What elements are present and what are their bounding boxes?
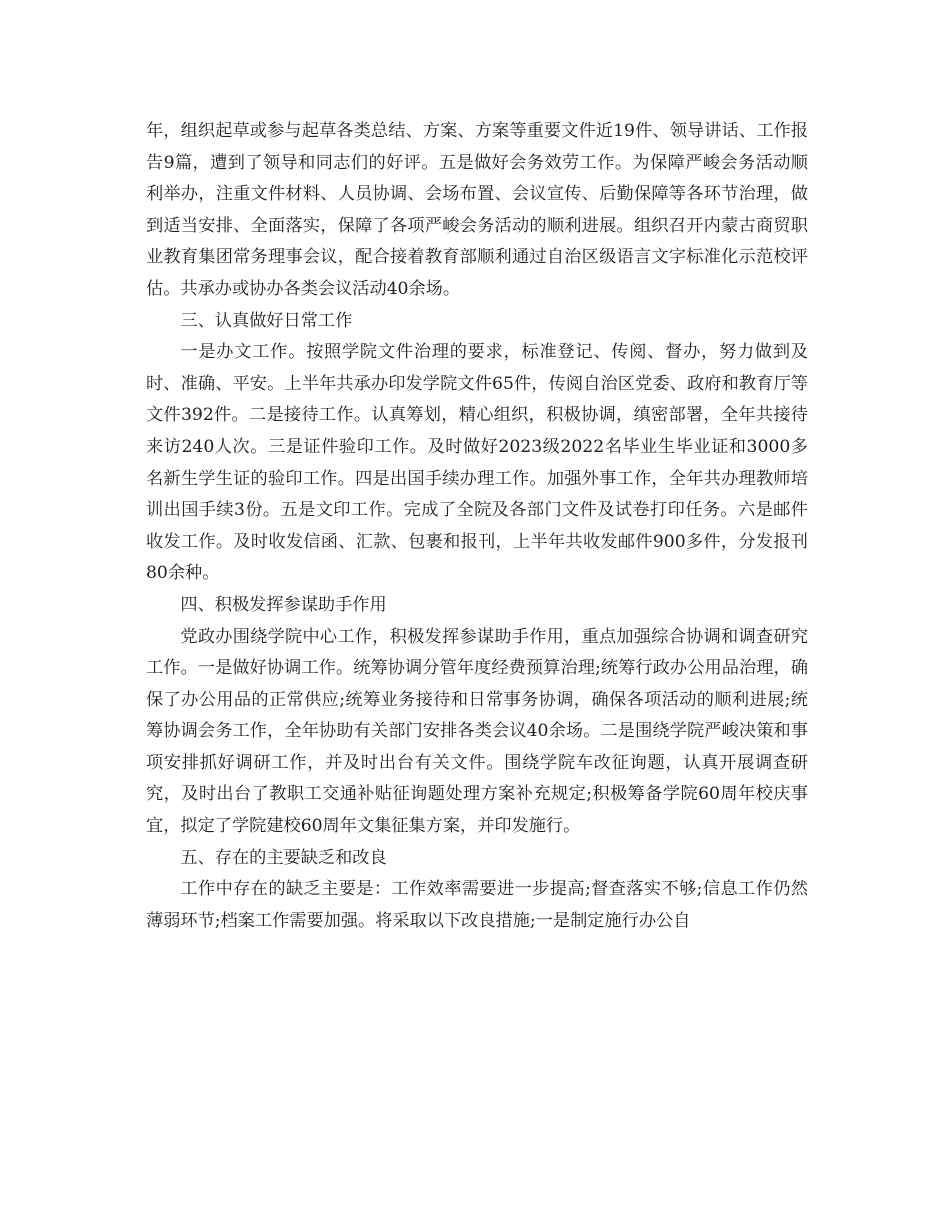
body-paragraph: 工作中存在的缺乏主要是：工作效率需要进一步提高;督查落实不够;信息工作仍然薄弱环节;档案工作需要加强。将采取以下改良措施;一是制定施行办公自 [146, 879, 808, 931]
body-paragraph: 一是办文工作。按照学院文件治理的要求，标准登记、传阅、督办，努力做到及时、准确、平安。上半年共承办印发学院文件65件，传阅自治区党委、政府和教育厅等文件392件。二是接待工作。认真筹划，精心组织，积极协调，缜密部署，全年共接待来访240人次。三是证件验印工作。及时做好2023级2022名毕业生毕业证和3000多名新生学生证的验印工作。四是出国手续办理工作。加强外事工作，全年共办理教师培训出国手续3份。五是文印工作。完成了全院及各部门文件及试卷打印任务。六是邮件收发工作。及时收发信函、汇款、包裹和报刊，上半年共收发邮件900多件，分发报刊80余种。 [146, 342, 808, 584]
body-paragraph: 党政办围绕学院中心工作，积极发挥参谋助手作用，重点加强综合协调和调查研究工作。一是做好协调工作。统筹协调分管年度经费预算治理;统筹行政办公用品治理，确保了办公用品的正常供应;统筹业务接待和日常事务协调，确保各项活动的顺利进展;统筹协调会务工作，全年协助有关部门安排各类会议40余场。二是围绕学院严峻决策和事项安排抓好调研工作，并及时出台有关文件。围绕学院车改征询题，认真开展调查研究，及时出台了教职工交通补贴征询题处理方案补充规定;积极筹备学院60周年校庆事宜，拟定了学院建校60周年文集征集方案，并印发施行。 [146, 626, 808, 837]
section-heading: 五、存在的主要缺乏和改良 [180, 847, 387, 868]
document-body [146, 116, 808, 937]
section-heading: 三、认真做好日常工作 [180, 310, 353, 331]
body-paragraph: 年，组织起草或参与起草各类总结、方案、方案等重要文件近19件、领导讲话、工作报告9篇，遭到了领导和同志们的好评。五是做好会务效劳工作。为保障严峻会务活动顺利举办，注重文件材料、人员协调、会场布置、会议宣传、后勤保障等各环节治理，做到适当安排、全面落实，保障了各项严峻会务活动的顺利进展。组织召开内蒙古商贸职业教育集团常务理事会议，配合接着教育部顺利通过自治区级语言文字标准化示范校评估。共承办或协办各类会议活动40余场。 [146, 121, 808, 299]
section-heading: 四、积极发挥参谋助手作用 [180, 594, 387, 615]
